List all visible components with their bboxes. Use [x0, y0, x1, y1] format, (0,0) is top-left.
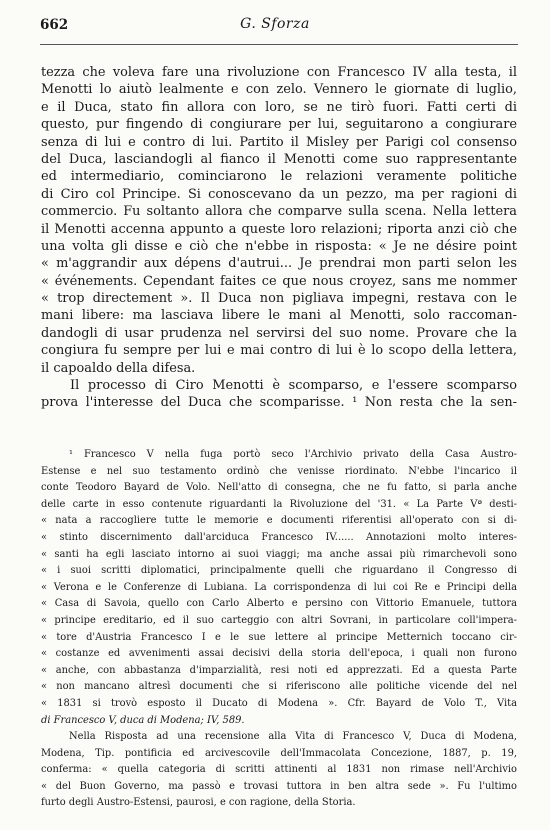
body-line: tezza che voleva fare una rivoluzione con Francesco IV alla testa, il — [41, 65, 517, 80]
body-line: ed intermediario, cominciarono le relazioni veramente politiche — [41, 169, 517, 185]
body-line: Menotti lo aiutò lealmente e con zelo. Vennero le giornate di luglio, — [41, 82, 517, 98]
page-header — [0, 0, 550, 40]
body-line: di Ciro col Principe. Si conoscevano da un pezzo, ma per ragioni di — [41, 186, 517, 202]
body-line: Il processo di Ciro Menotti è scomparso, e l'essere scomparso — [70, 378, 517, 394]
footnote-line: furto degli Austro-Estensi, paurosi, e con ragione, della Storia. — [41, 797, 356, 809]
page-number: 662 — [40, 17, 69, 33]
footnote-line: ¹ Francesco V nella fuga portò seco l'Archivio privato della Casa Austro- — [69, 449, 517, 460]
body-line: commercio. Fu soltanto allora che comparve sulla scena. Nella lettera — [41, 204, 517, 220]
body-line: il Menotti accenna appunto a queste loro relazioni; riporta anzi ciò che — [41, 221, 517, 237]
body-line: mani libere: ma lasciava libere le mani al Menotti, solo raccoman- — [41, 308, 517, 324]
body-line: « événements. Cependant faites ce que nous croyez, sans me nommer — [41, 273, 517, 289]
footnote-line: « anche, con abbastanza d'imparzialità, resi noti ed apprezzati. Ed a questa Parte — [41, 664, 517, 676]
body-line: dandogli di usar prudenza nel servirsi del suo nome. Provare che la — [41, 325, 517, 341]
footnote-line: Estense e nel suo testamento ordinò che venisse riordinato. N'ebbe l'incarico il — [41, 465, 517, 477]
footnote-line: « Casa di Savoia, quello con Carlo Alberto e persino con Vittorio Emanuele, tuttora — [41, 598, 517, 610]
body-line: e il Duca, stato fin allora con loro, se ne tirò fuori. Fatti certi di — [41, 99, 517, 115]
body-line: senza di lui e contro di lui. Partito il Misley per Parigi col consenso — [41, 134, 517, 150]
body-line: il capoaldo della difesa. — [41, 360, 196, 376]
body-line: questo, pur fingendo di congiurare per lui, seguitarono a congiurare — [41, 117, 517, 133]
footnote-line: Nella Risposta ad una recensione alla Vita di Francesco V, Duca di Modena, — [69, 731, 517, 743]
header-rule — [40, 44, 518, 45]
footnote-line: « nata a raccogliere tutte le memorie e documenti riferentisi all'operato con si di- — [41, 515, 517, 527]
body-line: del Duca, lasciandogli al fianco il Menotti come suo rappresentante — [41, 151, 517, 167]
footnote-line: conte Teodoro Bayard de Volo. Nell'atto di consegna, che ne fu fatto, si parla anche — [41, 482, 517, 494]
footnote-line: « stinto discernimento dall'arciduca Francesco IV...... Annotazioni molto interes- — [41, 531, 517, 543]
footnote-line: « costanze ed avvenimenti assai decisivi della storia dell'epoca, i quali non furono — [41, 648, 517, 660]
footnote-line: « tore d'Austria Francesco I e le sue lettere al principe Metternich toccano cir- — [41, 631, 517, 643]
footnote-line: « 1831 si trovò esposto il Ducato di Modena ». Cfr. Bayard de Volo T., Vita — [41, 697, 517, 709]
footnote-line: « non mancano altresì documenti che si riferiscono alle politiche vicende del nel — [41, 681, 517, 693]
footnote-line: Modena, Tip. pontificia ed arcivescovile dell'Immacolata Concezione, 1887, p. 19, — [41, 747, 517, 759]
footnote-line: delle carte in esso contenute riguardanti la Rivoluzione del '31. « La Parte Vª desti- — [41, 498, 517, 510]
footnote-line: « del Buon Governo, ma passò e trovasi tuttora in ben altra sede ». Fu l'ultimo — [41, 780, 517, 792]
footnote-line: « i suoi scritti diplomatici, principalmente quelli che riguardano il Congresso di — [41, 565, 517, 577]
body-line: « trop directement ». Il Duca non pigliava impegni, restava con le — [41, 291, 517, 307]
footnote-line: « principe ereditario, ed il suo carteggio con altri Sovrani, in particolare coll'impera- — [41, 614, 517, 626]
footnote-line: di Francesco V, duca di Modena; IV, 589. — [41, 714, 245, 726]
footnote-line: « santi ha egli lasciato intorno ai suoi viaggi; ma anche assai più rimarchevoli sono — [41, 548, 517, 560]
footnote-line: « Verona e le Conferenze di Lubiana. La corrispondenza di lui coi Re e Principi della — [41, 581, 517, 593]
body-line: prova l'interesse del Duca che scomparisse. ¹ Non resta che la sen- — [41, 395, 517, 411]
body-line: una volta gli disse e ciò che n'ebbe in risposta: « Je ne désire point — [41, 238, 517, 254]
footnotes — [41, 447, 517, 812]
body-line: congiura fu sempre per lui e mai contro di lui è lo scopo della lettera, — [41, 343, 517, 359]
body-line: « m'aggrandir aux dépens d'autrui... Je prendrai mon parti selon les — [41, 256, 517, 272]
body-text — [41, 64, 517, 412]
footnote-line: conferma: « quella categoria di scritti attinenti al 1831 non rimase nell'Archivio — [41, 764, 517, 776]
running-head: G. Sforza — [240, 16, 310, 32]
